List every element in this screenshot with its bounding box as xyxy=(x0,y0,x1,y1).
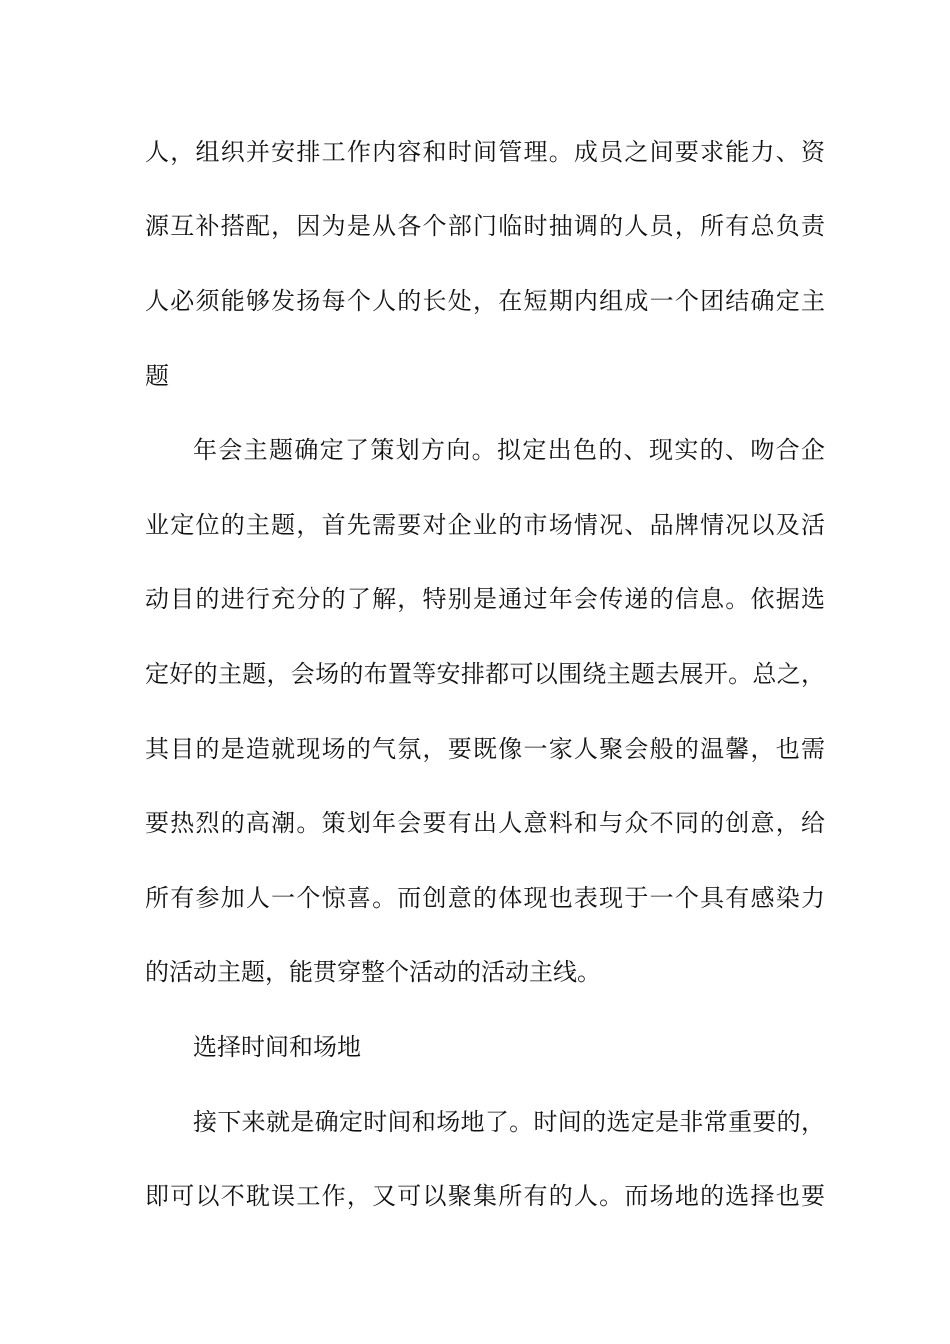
section-heading: 选择时间和场地 xyxy=(193,1033,361,1061)
body-text-line: 即可以不耽误工作，又可以聚集所有的人。而场地的选择也要 xyxy=(145,1182,825,1210)
body-text-line: 题 xyxy=(145,362,169,390)
body-text-line: 人，组织并安排工作内容和时间管理。成员之间要求能力、资 xyxy=(145,138,825,166)
paragraph-first-line: 接下来就是确定时间和场地了。时间的选定是非常重要的， xyxy=(193,1108,825,1136)
body-text-line: 源互补搭配，因为是从各个部门临时抽调的人员，所有总负责 xyxy=(145,212,825,240)
body-text-line: 定好的主题，会场的布置等安排都可以围绕主题去展开。总之， xyxy=(145,660,825,688)
body-text-line: 业定位的主题，首先需要对企业的市场情况、品牌情况以及活 xyxy=(145,511,825,539)
body-text-line: 人必须能够发扬每个人的长处，在短期内组成一个团结确定主 xyxy=(145,287,825,315)
body-text-line: 要热烈的高潮。策划年会要有出人意料和与众不同的创意，给 xyxy=(145,809,825,837)
paragraph-first-line: 年会主题确定了策划方向。拟定出色的、现实的、吻合企 xyxy=(193,436,825,464)
body-text-line: 的活动主题，能贯穿整个活动的活动主线。 xyxy=(145,958,601,986)
body-text-line: 所有参加人一个惊喜。而创意的体现也表现于一个具有感染力 xyxy=(145,884,825,912)
body-text-line: 动目的进行充分的了解，特别是通过年会传递的信息。依据选 xyxy=(145,585,825,613)
body-text-line: 其目的是造就现场的气氛，要既像一家人聚会般的温馨，也需 xyxy=(145,735,825,763)
